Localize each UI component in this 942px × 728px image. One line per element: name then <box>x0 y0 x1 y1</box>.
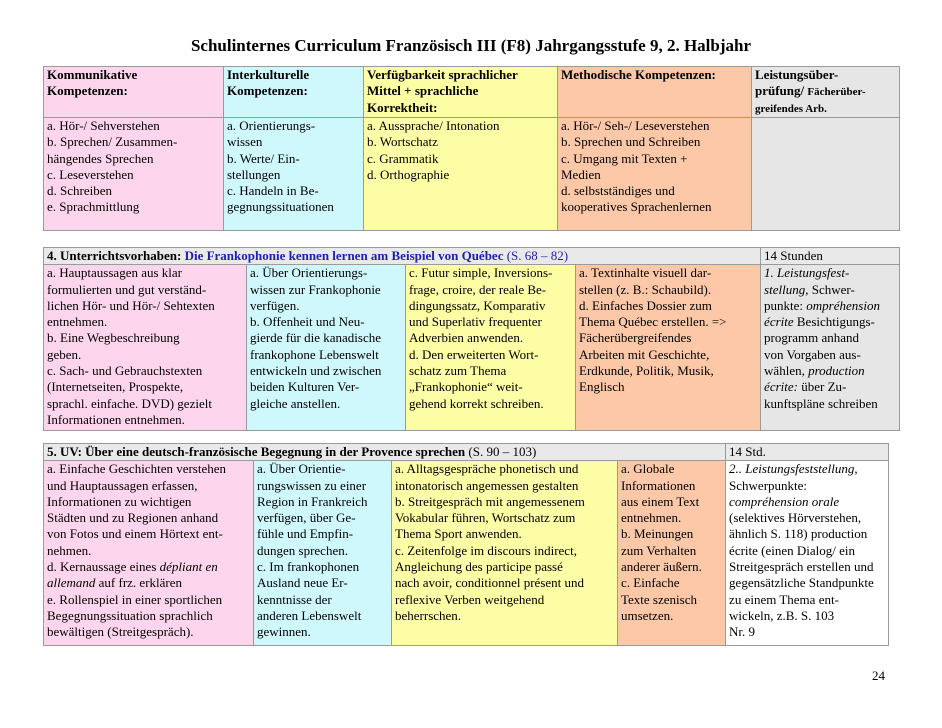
page-title: Schulinternes Curriculum Französisch III (F8) Jahrgangsstufe 9, 2. Halbjahr <box>190 36 752 55</box>
header-interkulturell: Interkulturelle Kompetenzen: <box>224 67 364 118</box>
unit-4-col-kommunikativ: a. Hauptaussagen aus klar formulierten und gut verständ- lichen Hör- und Hör-/ Sehtexten entnehmen. b. Eine Wegbeschreibung geben. c. Sach- und Gebrauchstexten (Internetseiten, Prospekte, sprachl. einfache. DVD) gezielt Informationen entnehmen. <box>44 265 247 431</box>
unit-5-col-interkulturell: a. Über Orientie- rungswissen zu einer Region in Frankreich verfügen, über Ge- fühle und Empfin- dungen sprechen. c. Im frankophonen Ausland neue Er- kenntnisse der anderen Lebenswelt gewinnen. <box>254 461 392 646</box>
cell-kommunikativ: a. Hör-/ Sehverstehen b. Sprechen/ Zusammen- hängendes Sprechen c. Leseverstehen d. Schreiben e. Sprachmittlung <box>44 118 224 231</box>
unit-5-col-verfuegbarkeit: a. Alltagsgespräche phonetisch und intonatorisch angemessen gestalten b. Streitgespräch mit angemessenem Vokabular führen, Wortschatz zum Thema Sport anwenden. c. Zeitenfolge im discours indirect, Angleichung des participe passé nach avoir, conditionnel présent und reflexive Verben weitgehend beherrschen. <box>392 461 618 646</box>
header-methodisch: Methodische Kompetenzen: <box>558 67 752 118</box>
unit-5-col-leistung: 2.. Leistungsfeststellung, Schwerpunkte: compréhension orale (selektives Hörverstehen, ähnlich S. 118) production écrite (einen Dialog/ ein Streitgespräch erstellen und gegensätzliche Standpunkte zu einem Thema ent- wickeln, z.B. S. 103 Nr. 9 <box>726 461 889 646</box>
unit-4-col-verfuegbarkeit: c. Futur simple, Inversions- frage, croire, der reale Be- dingungssatz, Komparativ und Superlativ frequenter Adverbien anwenden. d. Den erweiterten Wort- schatz zum Thema „Frankophonie“ weit- gehend korrekt schreiben. <box>406 265 576 431</box>
unit-5-hours: 14 Std. <box>726 444 889 461</box>
page-number: 24 <box>872 668 885 683</box>
cell-verfuegbarkeit: a. Aussprache/ Intonation b. Wortschatz c. Grammatik d. Orthographie <box>364 118 558 231</box>
unit-5-table <box>43 443 889 646</box>
unit-4-table <box>43 247 900 431</box>
unit-4-pages: (S. 68 – 82) <box>506 248 569 263</box>
unit-4-topic: Die Frankophonie kennen lernen am Beispiel von Québec <box>184 248 504 263</box>
unit-4-col-methodisch: a. Textinhalte visuell dar- stellen (z. B.: Schaubild). d. Einfaches Dossier zum Thema Québec erstellen. => Fächerübergreifendes Arbeiten mit Geschichte, Erdkunde, Politik, Musik, Englisch <box>576 265 761 431</box>
cell-leistung-empty <box>752 118 900 231</box>
header-kommunikativ: Kommunikative Kompetenzen: <box>44 67 224 118</box>
unit-5-header: 5. UV: Über eine deutsch-französische Begegnung in der Provence sprechen (S. 90 – 103) <box>44 444 726 461</box>
unit-4-col-leistung: 1. Leistungsfest- stellung, Schwer- punkte: ompréhension écrite Besichtigungs- programm anhand von Vorgaben aus- wählen, production écrite: über Zu- kunftspläne schreiben <box>761 265 900 431</box>
unit-4-header: 4. Unterrichtsvorhaben: Die Frankophonie kennen lernen am Beispiel von Québec (S. 68 – 82) <box>44 248 761 265</box>
unit-5-col-methodisch: a. Globale Informationen aus einem Text entnehmen. b. Meinungen zum Verhalten anderer äußern. c. Einfache Texte szenisch umsetzen. <box>618 461 726 646</box>
unit-4-hours: 14 Stunden <box>761 248 900 265</box>
unit-5-pages: (S. 90 – 103) <box>468 444 537 459</box>
header-verfuegbarkeit: Verfügbarkeit sprachlicher Mittel + sprachliche Korrektheit: <box>364 67 558 118</box>
cell-methodisch: a. Hör-/ Seh-/ Leseverstehen b. Sprechen und Schreiben c. Umgang mit Texten + Medien d. selbstständiges und kooperatives Sprachenlernen <box>558 118 752 231</box>
competence-overview-table <box>43 66 900 231</box>
header-leistung: Leistungsüber- prüfung/ Fächerüber- greifendes Arb. <box>752 67 900 118</box>
unit-5-col-kommunikativ: a. Einfache Geschichten verstehen und Hauptaussagen erfassen, Informationen zu wichtigen Städten und zu Regionen anhand von Fotos und einem Hörtext ent- nehmen. d. Kernaussage eines dépliant en allemand auf frz. erklären e. Rollenspiel in einer sportlichen Begegnungssituation sprachlich bewältigen (Streitgespräch). <box>44 461 254 646</box>
unit-4-col-interkulturell: a. Über Orientierungs- wissen zur Frankophonie verfügen. b. Offenheit und Neu- gierde für die kanadische frankophone Lebenswelt entwickeln und zwischen beiden Kulturen Ver- gleiche anstellen. <box>247 265 406 431</box>
cell-interkulturell: a. Orientierungs- wissen b. Werte/ Ein- stellungen c. Handeln in Be- gegnungssituationen <box>224 118 364 231</box>
